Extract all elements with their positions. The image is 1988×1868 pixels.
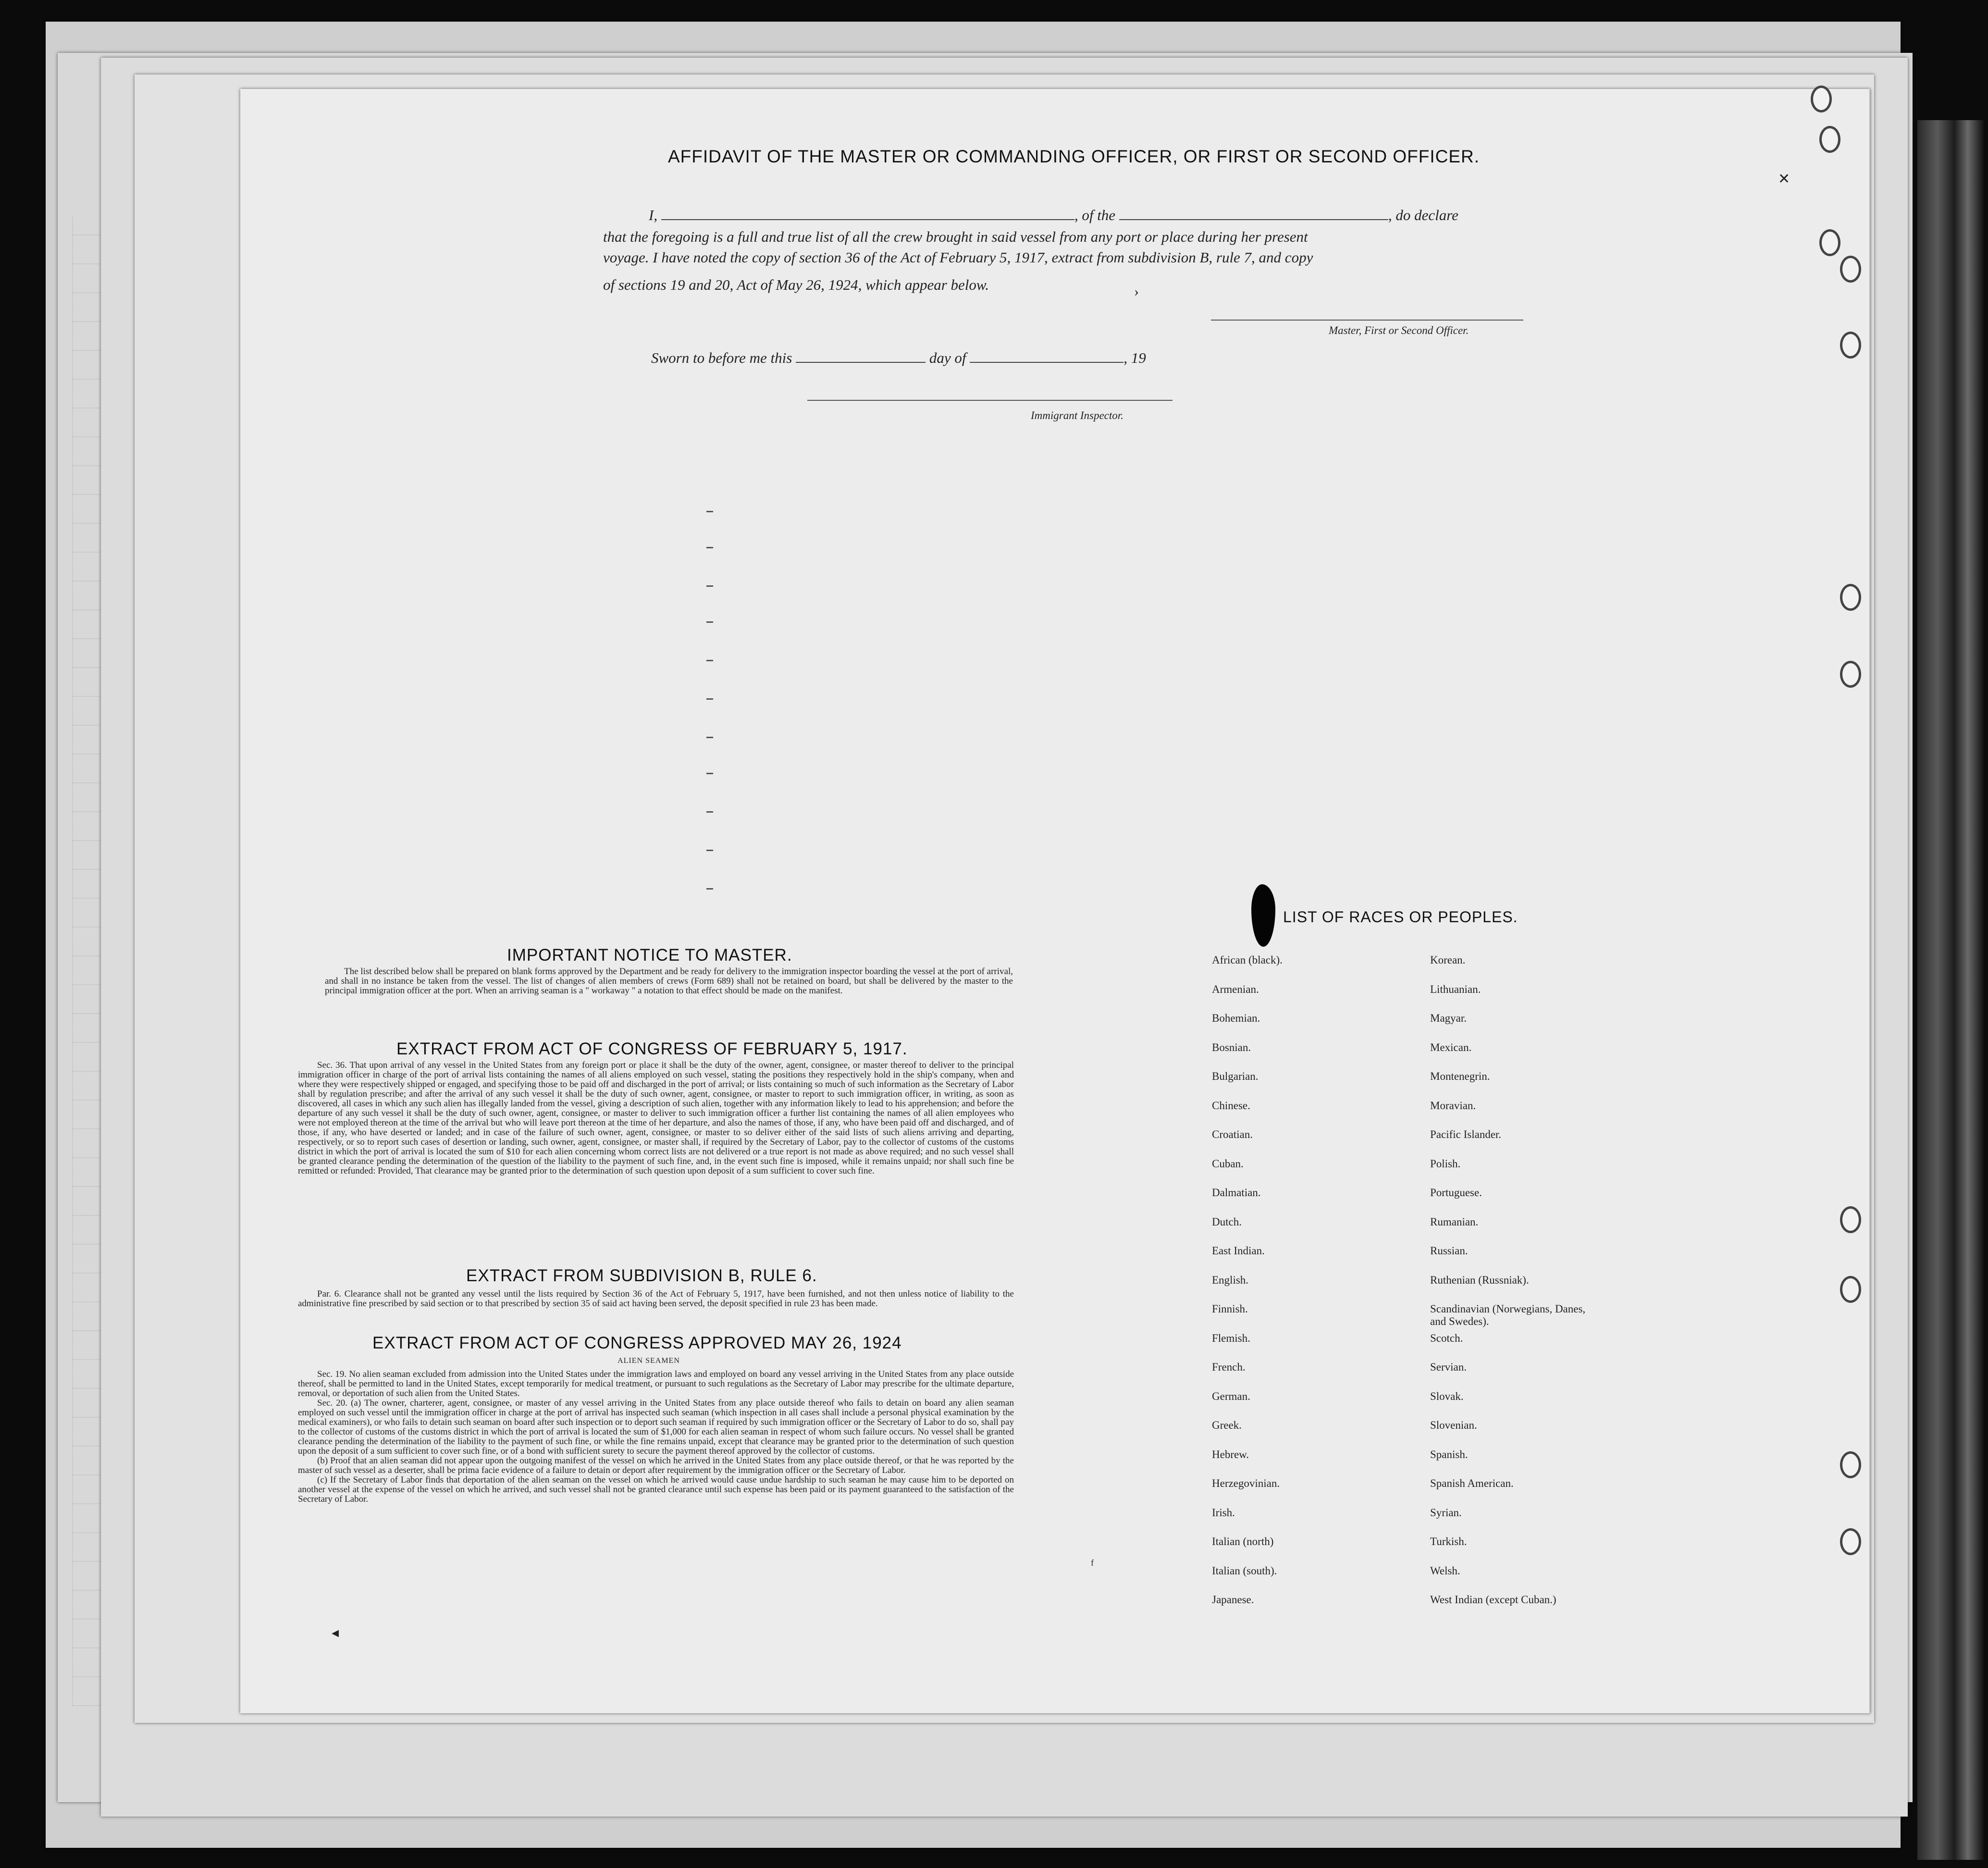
punch-hole-icon: [1811, 86, 1832, 112]
race-item: West Indian (except Cuban.): [1430, 1594, 1556, 1606]
declaration-text-4: of sections 19 and 20, Act of May 26, 1924, which appear below.: [603, 276, 989, 293]
race-item: Scandinavian (Norwegians, Danes, and Swedes).: [1430, 1303, 1586, 1327]
alien-seamen-subheading: ALIEN SEAMEN: [617, 1357, 680, 1365]
master-signature-line: [1211, 320, 1523, 321]
declaration-of-the: , of the: [1074, 207, 1116, 223]
race-item: Scotch.: [1430, 1332, 1463, 1344]
race-item: Greek.: [1212, 1419, 1242, 1431]
race-item: Servian.: [1430, 1361, 1467, 1373]
race-item: Slovak.: [1430, 1390, 1464, 1402]
race-item: Hebrew.: [1212, 1448, 1249, 1460]
race-item: Bosnian.: [1212, 1041, 1251, 1053]
race-item: Italian (south).: [1212, 1564, 1277, 1577]
race-item: Dutch.: [1212, 1215, 1242, 1228]
race-item: East Indian.: [1212, 1245, 1265, 1257]
dash-mark: [706, 660, 713, 661]
race-item: Lithuanian.: [1430, 983, 1481, 995]
race-item: Rumanian.: [1430, 1215, 1479, 1228]
dash-mark: [706, 850, 713, 851]
race-item: Flemish.: [1212, 1332, 1250, 1344]
punch-hole-icon: [1840, 1206, 1861, 1233]
declaration-prefix: I,: [649, 207, 658, 223]
section-20b-paragraph: (b) Proof that an alien seaman did not appear upon the outgoing manifest of the vessel on which he arrived in the United States from any place outside thereof, or that he was reported by the master of such vessel as a deserter, shall be prima facie evidence of a failure to detain or deport after requirement by the immigration officer or the Secretary of Labor.: [298, 1456, 1014, 1475]
race-item: Spanish.: [1430, 1448, 1468, 1460]
section-36-paragraph: Sec. 36. That upon arrival of any vessel in the United States from any foreign port or place it shall be the duty of the owner, agent, consignee, or master thereof to deliver to the principal immigration officer in charge of the port of arrival lists containing the names of all aliens employed on such vessel, stating the positions they respectively hold in the ship's company, when and where they were respectively shipped or engaged, and specifying those to be paid off and discharged in the port of arrival; or lists containing so much of such information as the Secretary of Labor shall by regulation prescribe; and after the arrival of any such vessel it shall be the duty of such owner, agent, consignee, or master to report to such immigration officer, in writing, as soon as discovered, all cases in which any such alien has illegally landed from the vessel, giving a description of such alien, together with any information likely to lead to his apprehension; and before the departure of any such vessel it shall be the duty of such owner, agent, consignee, or master to deliver to such immigration officer a further list containing the names of all alien employees who were not employed thereon at the time of the arrival but who will leave port thereon at the time of her departure, and also the names of those, if any, who have been paid off and discharged, and of those, if any, who have deserted or landed; and in case of the failure of such owner, agent, consignee, or master to so deliver either of the said lists of such aliens arriving and departing, respectively, or so to report such cases of desertion or landing, such owner, agent, consignee, or master shall, if required by the Secretary of Labor, pay to the collector of customs of the customs district in which the port of arrival is located the sum of $10 for each alien concerning whom correct lists are not delivered or a true report is not made as above required; and no such vessel shall be granted clearance pending the determination of the question of the liability to the payment of such fine, and, in the event such fine is imposed, while it remains unpaid; nor shall such fine be remitted or refunded: Provided, That clearance may be granted prior to the determination of such question upon deposit of a sum sufficient to cover such fine.: [298, 1060, 1014, 1176]
pen-mark: ›: [1134, 284, 1139, 299]
races-left-column: [1212, 954, 1283, 1623]
race-item: Turkish.: [1430, 1535, 1467, 1547]
declaration-line: [649, 207, 1458, 224]
race-item: Russian.: [1430, 1245, 1468, 1257]
day-blank: [796, 362, 926, 363]
race-item: Bulgarian.: [1212, 1070, 1259, 1082]
dash-mark: [706, 888, 713, 890]
rule6-title: EXTRACT FROM SUBDIVISION B, RULE 6.: [466, 1266, 817, 1285]
sworn-year: , 19: [1124, 349, 1146, 366]
punch-hole-icon: [1840, 661, 1861, 688]
race-item: Moravian.: [1430, 1099, 1476, 1112]
race-item: Irish.: [1212, 1506, 1235, 1519]
inspector-signature-label: Immigrant Inspector.: [1031, 409, 1124, 421]
race-item: Welsh.: [1430, 1564, 1460, 1577]
race-item: Chinese.: [1212, 1099, 1250, 1112]
punch-hole-icon: [1840, 584, 1861, 611]
sworn-line: [651, 349, 1146, 367]
race-item: Herzegovinian.: [1212, 1477, 1280, 1489]
section-19-paragraph: Sec. 19. No alien seaman excluded from admission into the United States under the immigration laws and employed on board any vessel arriving in the United States from any place outside thereof, shall be permitted to land in the United States, except temporarily for medical treatment, or pursuant to such regulations as the Secretary of Labor may prescribe for the ultimate departure, removal, or deportation of such alien from the United States.: [298, 1369, 1014, 1398]
race-item: Finnish.: [1212, 1303, 1248, 1315]
race-item: African (black).: [1212, 954, 1283, 966]
race-item: Dalmatian.: [1212, 1187, 1261, 1199]
punch-hole-icon: [1840, 256, 1861, 283]
sworn-day-of: day of: [929, 349, 966, 366]
sworn-prefix: Sworn to before me this: [651, 349, 792, 366]
race-item: Bohemian.: [1212, 1012, 1260, 1024]
declaration-text-3: voyage. I have noted the copy of section 36 of the Act of February 5, 1917, extract from subdivision B, rule 7, and copy: [603, 249, 1313, 266]
races-title: LIST OF RACES OR PEOPLES.: [1283, 908, 1518, 926]
notice-paragraph: The list described below shall be prepared on blank forms approved by the Department and be ready for delivery to the immigration inspector boarding the vessel at the port of arrival, and shall in no instance be taken from the vessel. The list of changes of alien members of crews (Form 689) shall not be retained on board, but shall be delivered by the master to the principal immigration officer at the port. When an arriving seaman is a " workaway " a notation to that effect should be made on the manifest.: [325, 966, 1013, 996]
extract-1924-title: EXTRACT FROM ACT OF CONGRESS APPROVED MAY 26, 1924: [372, 1334, 902, 1352]
race-item: Mexican.: [1430, 1041, 1472, 1053]
scanner-edge: [1917, 120, 1985, 1860]
punch-hole-icon: [1840, 1451, 1861, 1478]
dash-mark: [706, 511, 713, 512]
rule6-paragraph: Par. 6. Clearance shall not be granted any vessel until the lists required by Section 36 of the Act of February 5, 1917, have been furnished, and not then unless notice of liability to the administrative fine prescribed by said section or to that prescribed by section 35 of said act having been served, the deposit specified in rule 23 has been made.: [298, 1289, 1014, 1309]
race-item: Polish.: [1430, 1157, 1461, 1170]
race-item: Ruthenian (Russniak).: [1430, 1274, 1529, 1286]
pen-mark: ✕: [1778, 171, 1790, 187]
punch-hole-icon: [1819, 229, 1840, 256]
race-item: French.: [1212, 1361, 1246, 1373]
month-blank: [970, 362, 1124, 363]
punch-hole-icon: [1840, 1276, 1861, 1303]
master-signature-label: Master, First or Second Officer.: [1329, 324, 1469, 336]
pen-mark: ◂: [332, 1625, 339, 1641]
extract-1924-text: [298, 1370, 1014, 1504]
race-item: German.: [1212, 1390, 1250, 1402]
race-item: Korean.: [1430, 954, 1466, 966]
dash-mark: [706, 621, 713, 623]
extract-1917-title: EXTRACT FROM ACT OF CONGRESS OF FEBRUARY 5, 1917.: [396, 1039, 908, 1058]
section-20a-paragraph: Sec. 20. (a) The owner, charterer, agent, consignee, or master of any vessel arriving in the United States from any place outside thereof who fails to detain on board any alien seaman employed on such vessel until the immigration officer in charge at the port of arrival has inspected such seaman (which inspection in all cases shall include a personal physical examination by the medical examiners), or who fails to detain such seaman on board after such inspection or to deport such seaman if required by such immigration officer or the Secretary of Labor to do so, shall pay to the collector of customs of the customs district in which the port of arrival is located the sum of $1,000 for each alien seaman in respect of whom such failure occurs. No vessel shall be granted clearance pending the determination of the liability to the payment of such fine, or while the fine remains unpaid, except that clearance may be granted prior to the determination of such question upon the deposit of a sum sufficient to cover such fine, or of a bond with sufficient surety to secure the payment thereof approved by the collector of customs.: [298, 1398, 1014, 1456]
inspector-signature-line: [807, 400, 1173, 401]
pen-mark: ᶠ: [1091, 1557, 1094, 1573]
dash-mark: [706, 585, 713, 587]
race-item: Japanese.: [1212, 1594, 1254, 1606]
race-item: Cuban.: [1212, 1157, 1244, 1170]
name-blank: [661, 219, 1074, 220]
dash-mark: [706, 737, 713, 738]
race-item: Spanish American.: [1430, 1477, 1514, 1489]
notice-title: IMPORTANT NOTICE TO MASTER.: [507, 946, 792, 965]
race-item: Pacific Islander.: [1430, 1128, 1502, 1140]
dash-mark: [706, 773, 713, 774]
race-item: Italian (north): [1212, 1535, 1274, 1547]
race-item: English.: [1212, 1274, 1249, 1286]
race-item: Slovenian.: [1430, 1419, 1477, 1431]
dash-mark: [706, 698, 713, 700]
punch-hole-icon: [1840, 332, 1861, 359]
races-right-column: [1430, 954, 1603, 1623]
declaration-text-2: that the foregoing is a full and true list of all the crew brought in said vessel from any port or place during her present: [603, 228, 1308, 245]
dash-mark: [706, 547, 713, 548]
race-item: Montenegrin.: [1430, 1070, 1490, 1082]
vessel-blank: [1119, 219, 1388, 220]
race-item: Magyar.: [1430, 1012, 1467, 1024]
notice-text: [325, 967, 1013, 996]
punch-hole-icon: [1840, 1528, 1861, 1555]
race-item: Armenian.: [1212, 983, 1259, 995]
extract-1917-text: [298, 1061, 1014, 1176]
race-item: Croatian.: [1212, 1128, 1253, 1140]
section-20c-paragraph: (c) If the Secretary of Labor finds that deportation of the alien seaman on the vessel on which he arrived would cause undue hardship to such seaman he may cause him to be deported on another vessel at the expense of the vessel on which he arrived, and such vessel shall not be granted clearance until such expense has been paid or its payment guaranteed to the satisfaction of the Secretary of Labor.: [298, 1475, 1014, 1504]
race-item: Portuguese.: [1430, 1187, 1482, 1199]
dash-mark: [706, 811, 713, 813]
rule6-text: [298, 1289, 1014, 1309]
affidavit-title: AFFIDAVIT OF THE MASTER OR COMMANDING OFFICER, OR FIRST OR SECOND OFFICER.: [668, 147, 1480, 166]
declaration-suffix: , do declare: [1388, 207, 1458, 223]
race-item: Syrian.: [1430, 1506, 1462, 1519]
